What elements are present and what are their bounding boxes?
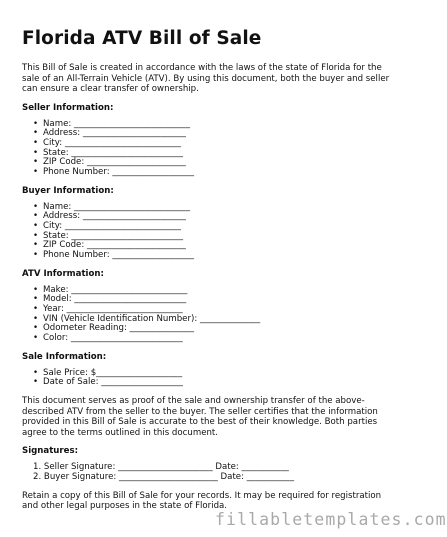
- intro-paragraph: This Bill of Sale is created in accordance with the laws of the state of Florida for the sale of an All-Terrain Vehicle (ATV). By using this document, both the buyer and seller can ensure a clear transfer of ownership.: [22, 63, 390, 95]
- sale-date-field: • Date of Sale: ___________________: [22, 378, 394, 388]
- statement-paragraph: This document serves as proof of the sale and ownership transfer of the above-described ATV from the seller to the buyer. The seller certifies that the information provided in this Bill of Sale is accurate to the best of their knowledge. Both parties agree to the terms outlined in this document.: [22, 395, 378, 438]
- seller-fields: [22, 120, 394, 178]
- atv-make-field: • Make: ___________________________: [22, 286, 394, 296]
- atv-model-field: • Model: __________________________: [22, 295, 394, 305]
- seller-zip-field: • ZIP Code: _______________________: [22, 158, 394, 168]
- atv-fields: [22, 286, 394, 344]
- atv-heading: ATV Information:: [22, 268, 104, 279]
- seller-signature-line: 1. Seller Signature: ______________________ Date: ___________: [33, 462, 289, 473]
- buyer-city-field: • City: ___________________________: [22, 222, 394, 232]
- buyer-zip-field: • ZIP Code: _______________________: [22, 241, 394, 251]
- seller-city-field: • City: ___________________________: [22, 139, 394, 149]
- document-title: Florida ATV Bill of Sale: [22, 28, 262, 49]
- seller-state-field: • State: __________________________: [22, 149, 394, 159]
- seller-phone-field: • Phone Number: ___________________: [22, 168, 394, 178]
- buyer-address-field: • Address: ________________________: [22, 212, 394, 222]
- atv-year-field: • Year: ___________________________: [22, 305, 394, 315]
- sale-price-field: • Sale Price: $____________________: [22, 369, 394, 379]
- buyer-signature-line: 2. Buyer Signature: _______________________ Date: ___________: [33, 471, 294, 482]
- buyer-fields: [22, 203, 394, 261]
- buyer-heading: Buyer Information:: [22, 185, 114, 196]
- sale-heading: Sale Information:: [22, 351, 107, 362]
- seller-name-field: • Name: ___________________________: [22, 120, 394, 130]
- closing-paragraph: Retain a copy of this Bill of Sale for your records. It may be required for registration and other legal purposes in the state of Florida.: [22, 490, 382, 512]
- buyer-name-field: • Name: ___________________________: [22, 203, 394, 213]
- buyer-phone-field: • Phone Number: ___________________: [22, 251, 394, 261]
- buyer-state-field: • State: __________________________: [22, 232, 394, 242]
- sale-section: [22, 352, 394, 388]
- atv-color-field: • Color: __________________________: [22, 334, 394, 344]
- seller-section: [22, 103, 394, 178]
- atv-vin-field: • VIN (Vehicle Identification Number): ______________: [22, 315, 394, 325]
- atv-section: [22, 269, 394, 344]
- sale-fields: [22, 369, 394, 388]
- signature-lines: [22, 463, 394, 482]
- atv-odometer-field: • Odometer Reading: _______________: [22, 324, 394, 334]
- buyer-section: [22, 186, 394, 261]
- seller-heading: Seller Information:: [22, 102, 114, 113]
- seller-address-field: • Address: ________________________: [22, 129, 394, 139]
- signatures-heading: Signatures:: [22, 446, 79, 457]
- signatures-section: [22, 446, 394, 482]
- watermark-logo: fillabletemplates.com: [215, 510, 447, 529]
- document-page: [22, 28, 394, 520]
